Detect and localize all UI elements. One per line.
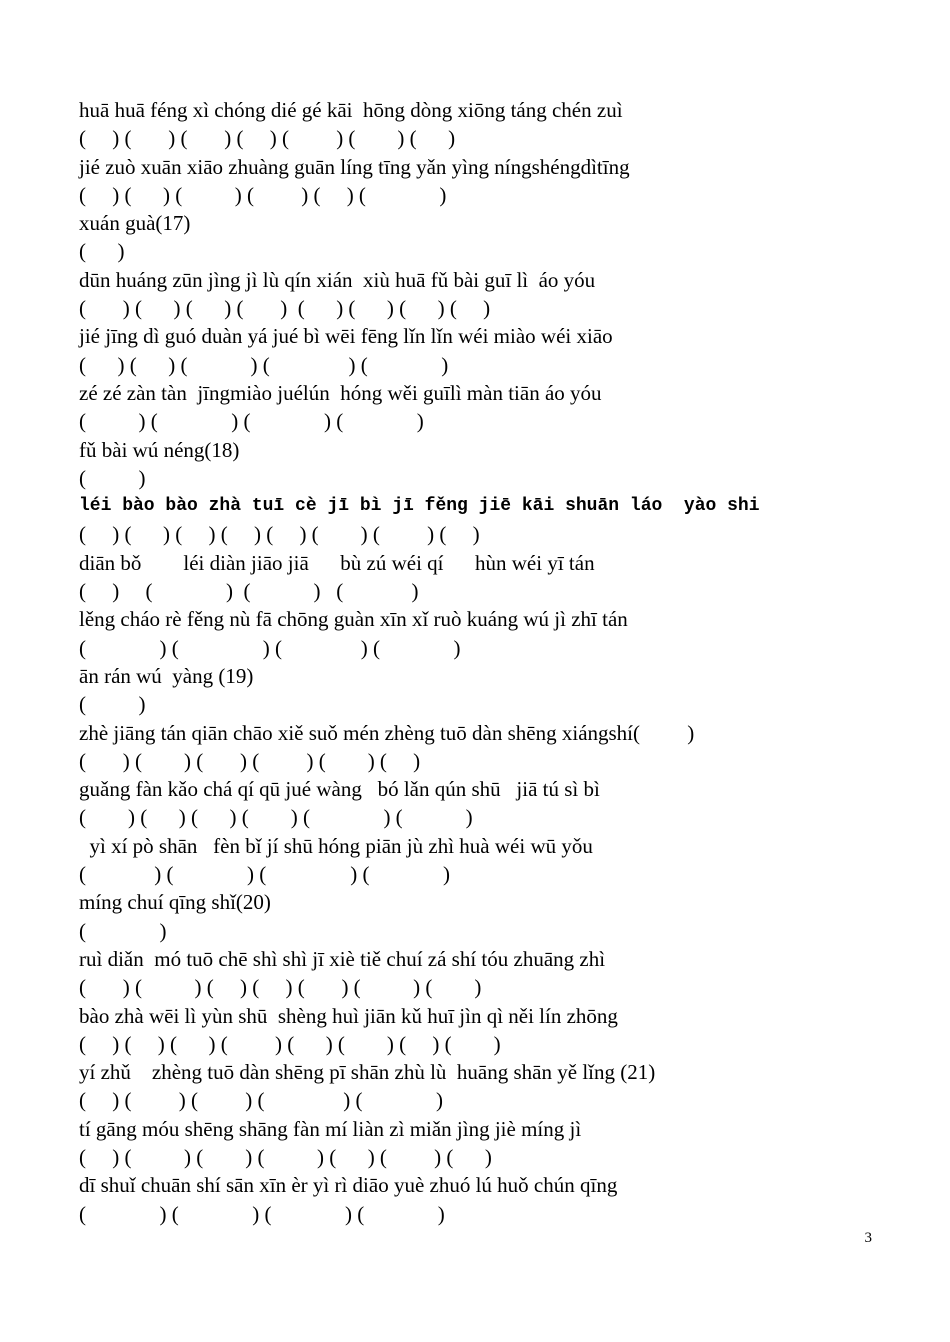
answer-blanks-11[interactable]: ( ): [79, 692, 146, 717]
answer-blanks-20[interactable]: ( ) ( ) ( ) ( ): [79, 1201, 445, 1226]
answer-blanks-5[interactable]: ( ) ( ) ( ) ( ) ( ): [79, 352, 449, 377]
answer-blanks-16[interactable]: ( ) ( ) ( ) ( ) ( ) ( ) ( ): [79, 975, 482, 1000]
answer-blanks-17[interactable]: ( ) ( ) ( ) ( ) ( ) ( ) ( ) ( ): [79, 1031, 501, 1056]
pinyin-line-2: jié zuò xuān xiāo zhuàng guān líng tīng yǎn yìng níngshéngdìtīng: [79, 154, 630, 179]
answer-blanks-1[interactable]: ( ) ( ) ( ) ( ) ( ) ( ) ( ): [79, 126, 456, 151]
pinyin-line-9: diān bǒ léi diàn jiāo jiā bù zú wéi qí hùn wéi yī tán: [79, 550, 595, 575]
answer-blanks-2[interactable]: ( ) ( ) ( ) ( ) ( ) ( ): [79, 182, 447, 207]
pinyin-line-3: xuán guà(17): [79, 211, 191, 236]
pinyin-line-14: yì xí pò shān fèn bǐ jí shū hóng piān jù zhì huà wéi wū yǒu: [79, 833, 593, 858]
pinyin-line-10: lěng cháo rè fěng nù fā chōng guàn xīn xǐ ruò kuáng wú jì zhī tán: [79, 607, 628, 632]
worksheet-body: [79, 96, 899, 1228]
answer-blanks-14[interactable]: ( ) ( ) ( ) ( ): [79, 862, 450, 887]
pinyin-line-20: dī shuǐ chuān shí sān xīn èr yì rì diāo yuè zhuó lú huǒ chún qīng: [79, 1173, 618, 1198]
pinyin-line-8: léi bào bào zhà tuī cè jī bì jī fěng jiē kāi shuān láo yào shi: [79, 496, 760, 517]
answer-blanks-4[interactable]: ( ) ( ) ( ) ( ) ( ) ( ) ( ) ( ): [79, 296, 491, 321]
answer-blanks-9[interactable]: ( ) ( ) ( ) ( ): [79, 579, 419, 604]
pinyin-line-6: zé zé zàn tàn jīngmiào juélún hóng wěi guīlì màn tiān áo yóu: [79, 380, 602, 405]
answer-blanks-6[interactable]: ( ) ( ) ( ) ( ): [79, 409, 424, 434]
answer-blanks-19[interactable]: ( ) ( ) ( ) ( ) ( ) ( ) ( ): [79, 1144, 492, 1169]
pinyin-line-11: ān rán wú yàng (19): [79, 663, 254, 688]
answer-blanks-3[interactable]: ( ): [79, 239, 125, 264]
pinyin-line-19: tí gāng móu shēng shāng fàn mí liàn zì miǎn jìng jiè míng jì: [79, 1116, 582, 1141]
pinyin-line-13: guǎng fàn kǎo chá qí qū jué wàng bó lǎn qún shū jiā tú sì bì: [79, 777, 600, 802]
answer-blanks-10[interactable]: ( ) ( ) ( ) ( ): [79, 635, 461, 660]
answer-blanks-7[interactable]: ( ): [79, 465, 146, 490]
pinyin-line-12: zhè jiāng tán qiān chāo xiě suǒ mén zhèng tuō dàn shēng xiángshí( ): [79, 720, 695, 745]
pinyin-line-15: míng chuí qīng shǐ(20): [79, 890, 271, 915]
answer-blanks-12[interactable]: ( ) ( ) ( ) ( ) ( ) ( ): [79, 748, 421, 773]
pinyin-line-1: huā huā féng xì chóng dié gé kāi hōng dòng xiōng táng chén zuì: [79, 98, 623, 122]
pinyin-line-16: ruì diǎn mó tuō chē shì shì jī xiè tiě chuí zá shí tóu zhuāng zhì: [79, 946, 606, 971]
answer-blanks-8[interactable]: ( ) ( ) ( ) ( ) ( ) ( ) ( ) ( ): [79, 522, 480, 547]
page-number: 3: [864, 1230, 872, 1246]
pinyin-line-5: jié jīng dì guó duàn yá jué bì wēi fēng lǐn lǐn wéi miào wéi xiāo: [79, 324, 613, 349]
answer-blanks-18[interactable]: ( ) ( ) ( ) ( ) ( ): [79, 1088, 443, 1113]
pinyin-line-18: yí zhǔ zhèng tuō dàn shēng pī shān zhù lù huāng shān yě lǐng (21): [79, 1060, 656, 1085]
answer-blanks-15[interactable]: ( ): [79, 918, 167, 943]
answer-blanks-13[interactable]: ( ) ( ) ( ) ( ) ( ) ( ): [79, 805, 473, 830]
pinyin-line-4: dūn huáng zūn jìng jì lù qín xián xiù huā fǔ bài guī lì áo yóu: [79, 267, 596, 292]
pinyin-line-17: bào zhà wēi lì yùn shū shèng huì jiān kǔ huī jìn qì něi lín zhōng: [79, 1003, 618, 1028]
pinyin-line-7: fǔ bài wú néng(18): [79, 437, 240, 462]
